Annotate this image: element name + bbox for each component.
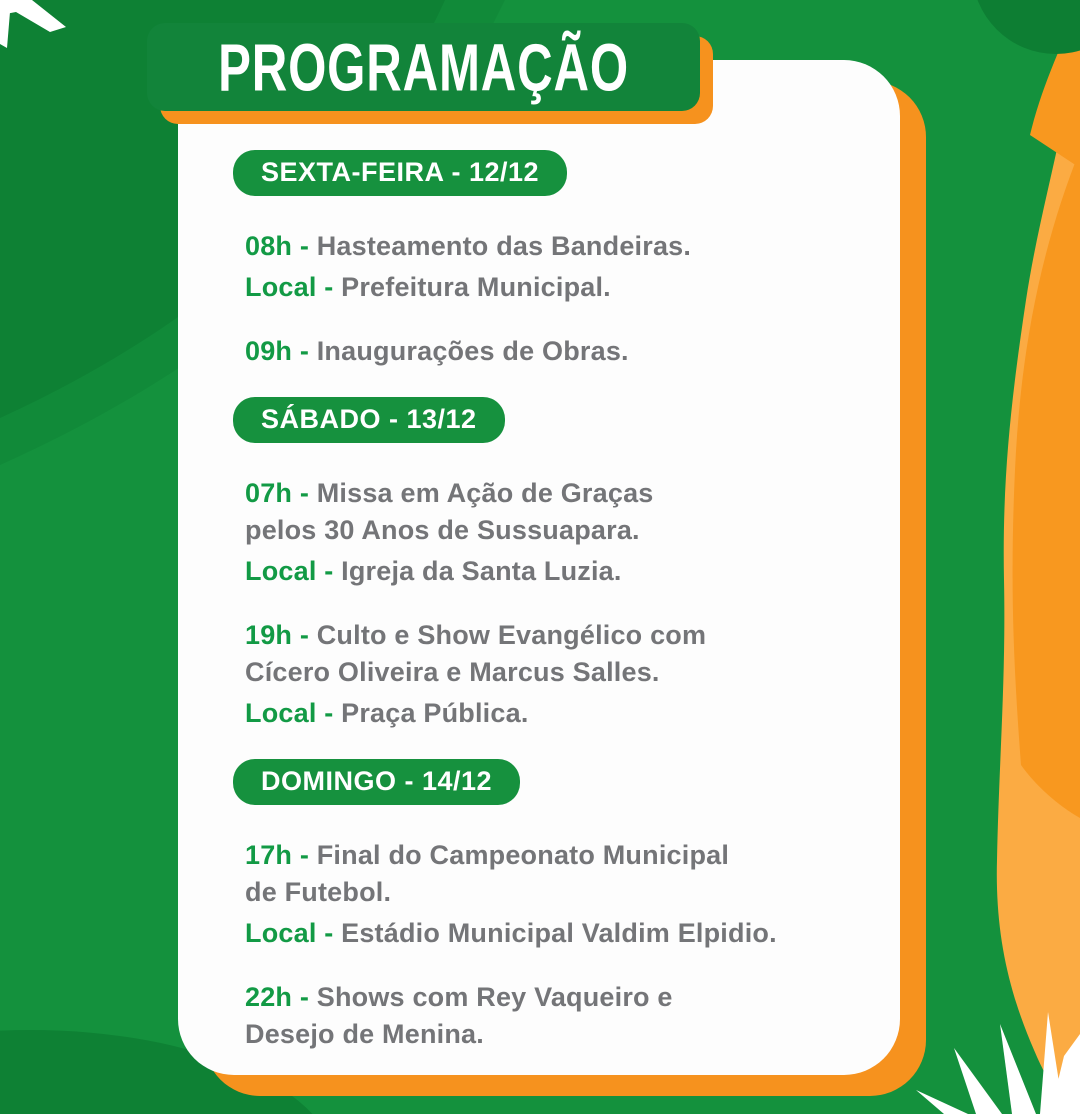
day-pill xyxy=(233,397,505,443)
day-section xyxy=(233,397,900,732)
page-title: PROGRAMAÇÃO xyxy=(218,29,629,105)
event-item xyxy=(245,333,885,370)
event-location: Local - Estádio Municipal Valdim Elpidio. xyxy=(245,918,777,948)
event-location: Local - Igreja da Santa Luzia. xyxy=(245,556,622,586)
day-events xyxy=(233,837,885,1053)
event-description: 09h - Inaugurações de Obras. xyxy=(245,336,629,366)
event-description: 19h - Culto e Show Evangélico com Cícero Oliveira e Marcus Salles. xyxy=(245,620,707,687)
day-pill-label: SEXTA-FEIRA - 12/12 xyxy=(261,157,540,187)
event-time: 07h - xyxy=(245,478,310,508)
event-item xyxy=(245,617,885,732)
event-time: 08h - xyxy=(245,231,310,261)
day-section xyxy=(233,150,900,370)
event-time: 19h - xyxy=(245,620,310,650)
schedule-sections xyxy=(233,150,900,1053)
event-description: 08h - Hasteamento das Bandeiras. xyxy=(245,231,692,261)
event-item xyxy=(245,228,885,306)
day-pill xyxy=(233,150,567,196)
day-pill-label: SÁBADO - 13/12 xyxy=(261,404,477,434)
local-label: Local - xyxy=(245,698,334,728)
event-description: 07h - Missa em Ação de Graças pelos 30 Anos de Sussuapara. xyxy=(245,478,654,545)
local-label: Local - xyxy=(245,556,334,586)
event-time: 22h - xyxy=(245,982,310,1012)
day-pill-label: DOMINGO - 14/12 xyxy=(261,766,493,796)
event-item xyxy=(245,475,885,590)
day-events xyxy=(233,228,885,370)
day-events xyxy=(233,475,885,732)
day-section xyxy=(233,759,900,1053)
event-time: 17h - xyxy=(245,840,310,870)
event-description: 17h - Final do Campeonato Municipal de Futebol. xyxy=(245,840,730,907)
poster-title-badge xyxy=(147,23,700,111)
event-item xyxy=(245,837,885,952)
event-location: Local - Praça Pública. xyxy=(245,698,529,728)
event-time: 09h - xyxy=(245,336,310,366)
event-description: 22h - Shows com Rey Vaqueiro e Desejo de Menina. xyxy=(245,982,673,1049)
day-pill xyxy=(233,759,520,805)
local-label: Local - xyxy=(245,272,334,302)
event-location: Local - Prefeitura Municipal. xyxy=(245,272,611,302)
event-item xyxy=(245,979,885,1053)
local-label: Local - xyxy=(245,918,334,948)
schedule-card xyxy=(178,60,900,1075)
